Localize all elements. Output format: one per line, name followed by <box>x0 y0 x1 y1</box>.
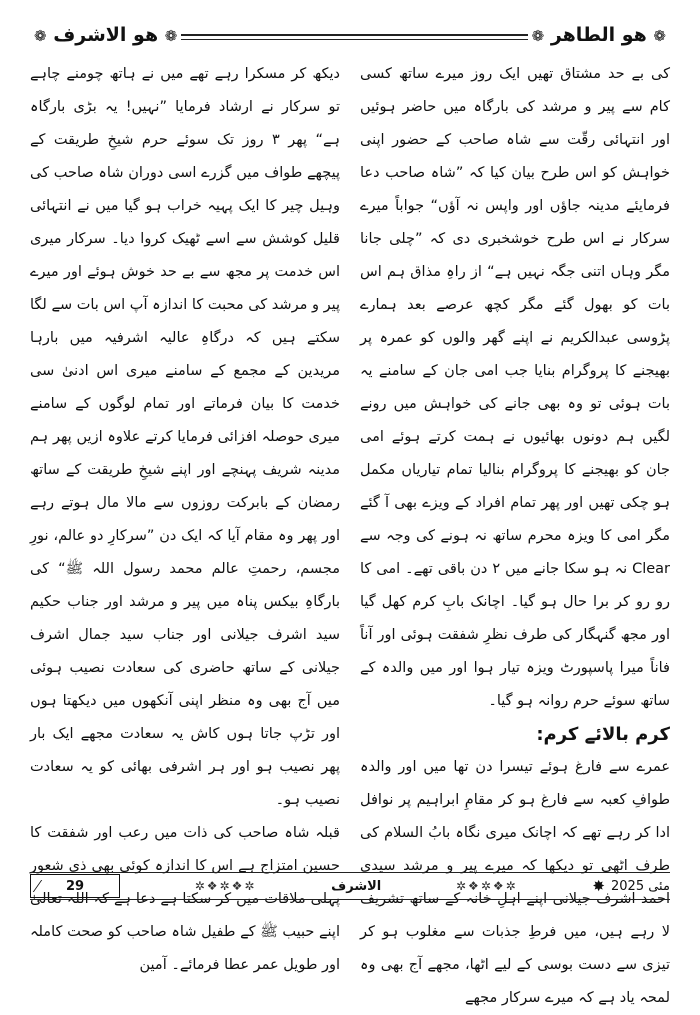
paragraph: عمرے سے فارغ ہوئے تیسرا دن تھا میں اور والدہ طوافِ کعبہ سے فارغ ہو کر مقامِ ابراہیم پر نوافل ادا کر رہے تھے کہ اچانک میری نگاہ بابُ السلام کی طرف اٹھی تو دیکھا کہ میرے پیر و مرشد سیدی احمد اشرف جیلانی اپنے اہلِ خانہ کے ساتھ تشریف لا رہے ہیں، میں فرطِ جذبات سے مغلوب ہو کر تیزی سے دست بوسی کے لیے اٹھا، مجھے آج بھی وہ لمحہ یاد ہے کہ میرے سرکار مجھے <box>360 759 670 1006</box>
ornament-icon: ❁ <box>34 27 47 45</box>
header-left-text: هو الاشرف <box>53 24 159 46</box>
paragraph: دیکھ کر مسکرا رہے تھے میں نے ہاتھ چومنے چاہے تو سرکار نے ارشاد فرمایا ”نہیں! یہ بڑی بارگاہ ہے“ پھر ۳ روز تک سوئے حرم شیخِ طریقت کے پیچھے طواف میں گزرے اسی دوران شاہ صاحب کی وہیل چیر کا ایک پہیہ خراب ہو گیا میں نے انتہائی قلیل کوشش سے اسے ٹھیک کروا دیا۔ سرکار میری اس خدمت پر مجھ سے بے حد خوش ہوئے اور میرے پیر و مرشد کی محبت کا اندازہ آپ اس بات سے لگا سکتے ہیں کہ درگاہِ عالیہ اشرفیہ میں بارہا مریدین کے مجمع کے سامنے میری اس ادنیٰ سی خدمت کا بیان فرماتے اور تمام لوگوں کے سامنے میری حوصلہ افزائی فرمایا کرتے علاوہ ازیں پھر ہم مدینہ شریف پہنچے اور اپنے شیخِ طریقت کے ساتھ رمضان کے بابرکت روزوں سے مالا مال ہوتے رہے اور پھر وہ مقام آیا کہ ایک دن ”سرکارِ دو عالم، نورِ مجسم، رحمتِ عالم محمد رسول اللہ ﷺ“ کی بارگاہِ بیکس پناہ میں پیر و مرشد اور جناب حکیم سید اشرف جیلانی اور جناب سید جمال اشرف جیلانی کے ساتھ حاضری کی سعادت نصیب ہوئی میں آج بھی وہ منظر اپنی آنکھوں میں دیکھتا ہوں اور تڑپ جاتا ہوں کاش یہ سعادت مجھے ایک بار پھر نصیب ہو اور ہر اشرفی بھائی کو یہ سعادت نصیب ہو۔ <box>30 66 340 808</box>
ornament-icon: ❁ <box>653 27 666 45</box>
issue-date: مئی 2025 <box>611 878 670 894</box>
ornament-icon: ❁ <box>164 27 178 45</box>
paragraph: قبلہ شاہ صاحب کی ذات میں رعب اور شفقت کا حسین امتزاج ہے اس کا اندازہ کوئی بھی ذی شعور پہلی ملاقات میں کر سکتا ہے دعا ہے کہ اللہ تعالیٰ اپنے حبیب ﷺ کے طفیل شاہ صاحب کو صحت کاملہ اور طویل عمر عطا فرمائے۔ آمین <box>30 825 340 973</box>
header-left-title <box>30 20 181 50</box>
header-right-title <box>528 20 670 50</box>
page-number: 29 <box>65 878 85 894</box>
page-footer <box>30 872 670 900</box>
ornament-band-icon: ✲❖✲❖✲ <box>194 879 257 893</box>
page-header <box>30 20 670 50</box>
ornament-band-icon: ✲❖✲❖✲ <box>456 879 518 893</box>
section-heading: کرم بالائے کرم: <box>536 724 670 745</box>
star-ornament-icon: ✸ <box>592 877 605 895</box>
magazine-name: الاشرف <box>331 878 382 894</box>
header-right-text: هو الطاهر <box>550 24 647 46</box>
issue-box <box>592 877 670 895</box>
paragraph: کی بے حد مشتاق تھیں ایک روز میرے ساتھ کسی کام سے پیر و مرشد کی بارگاہ میں حاضر ہوئیں اور انتہائی رقّت سے شاہ صاحب کے حضور اپنی خواہش کو اس طرح بیان کیا کہ ”شاہ صاحب دعا فرمایئے مدینہ جاؤں اور واپس نہ آؤں“ جواباً میرے سرکار نے اس طرح خوشخبری دی کہ ”چلی جانا مگر وہاں اتنی جگہ نہیں ہے“ از راہِ مذاق ہم اس بات کو بھول گئے مگر کچھ عرصے بعد ہمارے پڑوسی عبدالکریم نے اپنے گھر والوں کو عمرہ پر بھیجنے کا پروگرام بنایا جب امی جان کے سامنے یہ بات ہوئی تو وہ بھی جانے کی خواہش میں رونے لگیں ہم دونوں بھائیوں نے ہمت کرتے ہوئے امی جان کو بھیجنے کا پروگرام بنالیا تمام تیاریاں مکمل ہو چکی تھیں اور پھر تمام افراد کے ویزے بھی آ گئے مگر امی کا ویزہ محرم ساتھ نہ ہونے کی وجہ سے Clear نہ ہو سکا جانے میں ۲ دن باقی تھے۔ امی کا رو رو کر برا حال ہو گیا۔ اچانک بابِ کرم کھل گیا اور مجھ گنہگار کی طرف نظرِ شفقت ہوئی اور آناً فاناً میرا پاسپورٹ ویزہ تیار ہوا اور میں والدہ کے ساتھ سوئے حرم روانہ ہو گیا۔ <box>360 66 670 709</box>
page-number-box <box>30 874 120 898</box>
ornament-icon: ❁ <box>531 27 545 45</box>
magazine-name-box <box>331 879 381 894</box>
